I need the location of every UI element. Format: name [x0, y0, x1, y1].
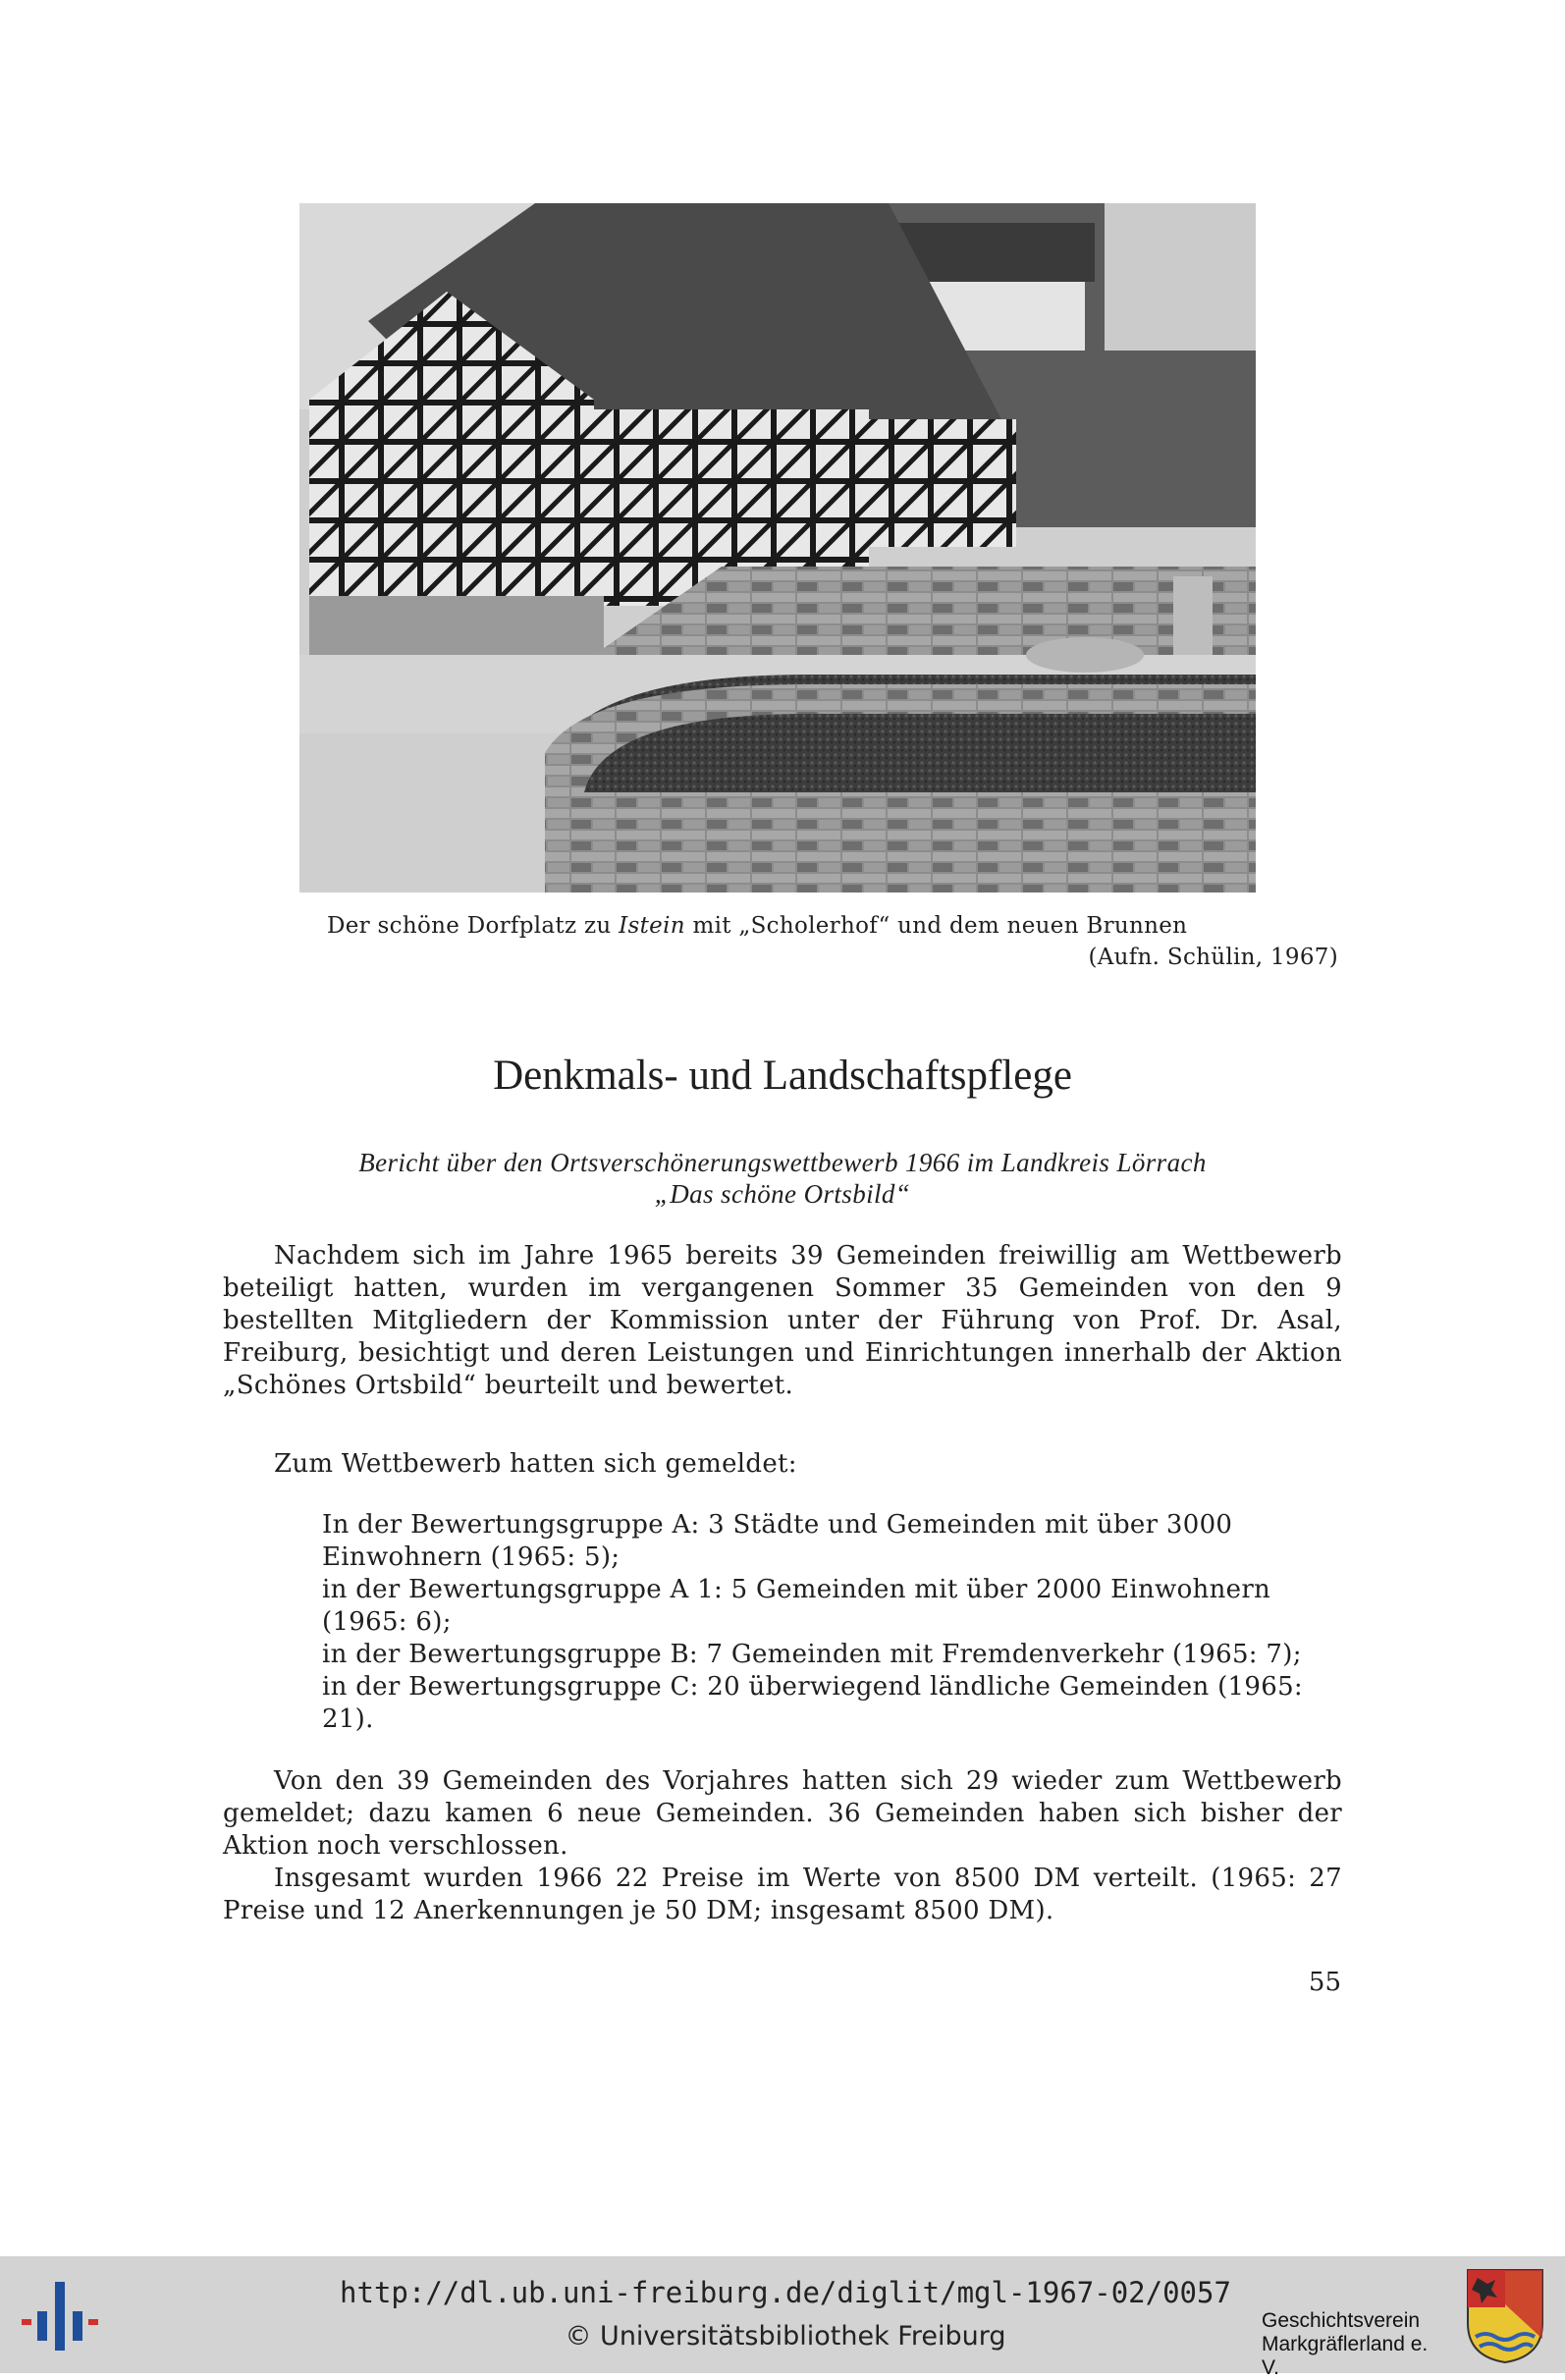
list-item: In der Bewertungsgruppe A: 3 Städte und Gemeinden mit über 3000 Einwohnern (1965: 5);	[322, 1510, 1233, 1572]
paragraph-2-text: Zum Wettbewerb hatten sich gemeldet:	[274, 1449, 797, 1479]
article-subtitle-line1: Bericht über den Ortsverschönerungswettbewerb 1966 im Landkreis Lörrach	[358, 1148, 1207, 1177]
ub-freiburg-logo-icon	[22, 2282, 100, 2351]
caption-place: Istein	[619, 913, 685, 939]
paragraph-4-text: Insgesamt wurden 1966 22 Preise im Werte von 8500 DM verteilt. (1965: 27 Preise und 12 Anerkennungen je 50 DM; insgesamt 8500 DM).	[223, 1864, 1342, 1925]
article-title: Denkmals- und Landschaftspflege	[493, 1053, 1072, 1099]
document-url-link[interactable]: http://dl.ub.uni-freiburg.de/diglit/mgl-1967-02/0057	[340, 2276, 1231, 2309]
list-item: in der Bewertungsgruppe C: 20 überwiegend ländliche Gemeinden (1965: 21).	[322, 1672, 1303, 1734]
photo-istein-dorfplatz	[299, 203, 1256, 892]
page-number: 55	[1308, 1968, 1341, 1997]
caption-text-post: mit „Scholerhof“ und dem neuen Brunnen	[684, 913, 1188, 939]
photo-credit: (Aufn. Schülin, 1967)	[1088, 945, 1338, 970]
paragraph-1	[223, 1240, 1342, 1402]
footer-bar	[0, 2256, 1565, 2379]
group-list	[322, 1509, 1342, 1736]
society-name-line2: Markgräflerland e. V.	[1262, 2333, 1429, 2379]
paragraph-3	[223, 1765, 1342, 1927]
list-item: in der Bewertungsgruppe B: 7 Gemeinden mit Fremdenverkehr (1965: 7);	[322, 1640, 1302, 1669]
coat-of-arms-icon	[1466, 2268, 1544, 2364]
copyright-text: © Universitätsbibliothek Freiburg	[565, 2321, 1006, 2352]
caption-text-pre: Der schöne Dorfplatz zu	[327, 913, 620, 939]
photo-image	[299, 203, 1256, 892]
society-name-line1: Geschichtsverein	[1262, 2309, 1421, 2332]
paragraph-2	[223, 1448, 1342, 1481]
paragraph-3-text: Von den 39 Gemeinden des Vorjahres hatten sich 29 wieder zum Wettbewerb gemeldet; dazu kamen 6 neue Gemeinden. 36 Gemeinden haben sich bisher der Aktion noch verschlossen.	[223, 1766, 1342, 1861]
paragraph-1-text: Nachdem sich im Jahre 1965 bereits 39 Gemeinden freiwillig am Wettbewerb beteiligt hatten, wurden im vergangenen Sommer 35 Gemeinden von den 9 bestellten Mitgliedern der Kommission unter der Führung von Prof. Dr. Asal, Freiburg, besichtigt und deren Leistungen und Einrichtungen innerhalb der Aktion „Schönes Ortsbild“ beurteilt und bewertet.	[223, 1241, 1342, 1400]
article-subtitle-line2: „Das schöne Ortsbild“	[654, 1179, 911, 1209]
society-name	[1262, 2309, 1448, 2380]
photo-caption	[327, 911, 1338, 941]
list-item: in der Bewertungsgruppe A 1: 5 Gemeinden mit über 2000 Einwohnern (1965: 6);	[322, 1575, 1271, 1637]
